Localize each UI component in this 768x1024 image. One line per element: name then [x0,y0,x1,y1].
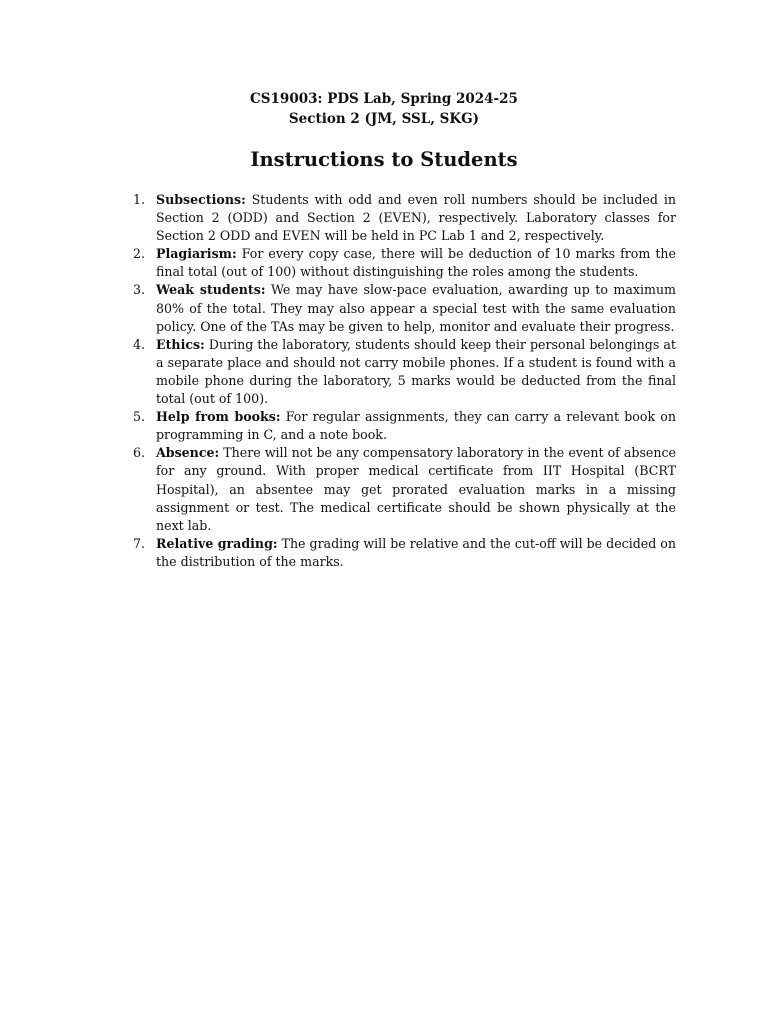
item-text: The grading will be relative and the cut-off will be decided on the distribution of the marks. [156,535,677,569]
item-text: For every copy case, there will be deduction of 10 marks from the final total (out of 100) without distinguishing the roles among the students. [156,246,676,280]
page-title: Instructions to Students [250,148,518,171]
item-text: There will not be any compensatory laboratory in the event of absence for any ground. With proper medical certificate from IIT Hospital (BCRT Hospital), an absentee may get prorated evaluation marks in a missing assignment or test. The medical certificate should be shown physically at the next lab. [156,445,676,533]
item-number: 2. [133,246,146,262]
course-heading: CS19003: PDS Lab, Spring 2024-25 [250,91,518,107]
item-number: 5. [133,409,146,425]
list-item-weak-students [0,281,676,335]
item-lead: Subsections: [156,192,246,207]
item-lead: Plagiarism: [156,246,237,262]
list-item-absence [0,444,676,534]
list-item-help-from-books [0,408,676,444]
item-number: 7. [133,535,146,551]
instructions-list [0,191,768,571]
section-heading: Section 2 (JM, SSL, SKG) [288,111,480,127]
list-item-plagiarism [0,245,676,281]
item-number: 3. [133,282,146,298]
list-item-subsections [0,191,676,245]
list-item-ethics [0,336,676,408]
item-text: Students with odd and even roll numbers should be included in Section 2 (ODD) and Section 2 (EVEN), respectively. Laboratory classes for Section 2 ODD and EVEN will be held in PC Lab 1 and 2, respectively. [156,192,676,244]
item-lead: Absence: [156,445,220,461]
item-text: During the laboratory, students should keep their personal belongings at a separate place and should not carry mobile phones. If a student is found with a mobile phone during the laboratory, 5 marks would be deducted from the final total (out of 100). [156,336,676,407]
item-number: 4. [133,336,146,352]
item-lead: Weak students: [156,282,266,298]
item-text: For regular assignments, they can carry a relevant book on programming in C, and a note book. [156,409,676,443]
item-number: 6. [133,445,146,461]
item-text: We may have slow-pace evaluation, awarding up to maximum 80% of the total. They may also appear a special test with the same evaluation policy. One of the TAs may be given to help, monitor and evaluate their progress. [156,282,676,334]
item-lead: Ethics: [156,336,205,352]
item-lead: Relative grading: [156,535,278,551]
item-number: 1. [133,192,146,207]
item-lead: Help from books: [156,409,281,425]
list-item-relative-grading [0,535,676,571]
